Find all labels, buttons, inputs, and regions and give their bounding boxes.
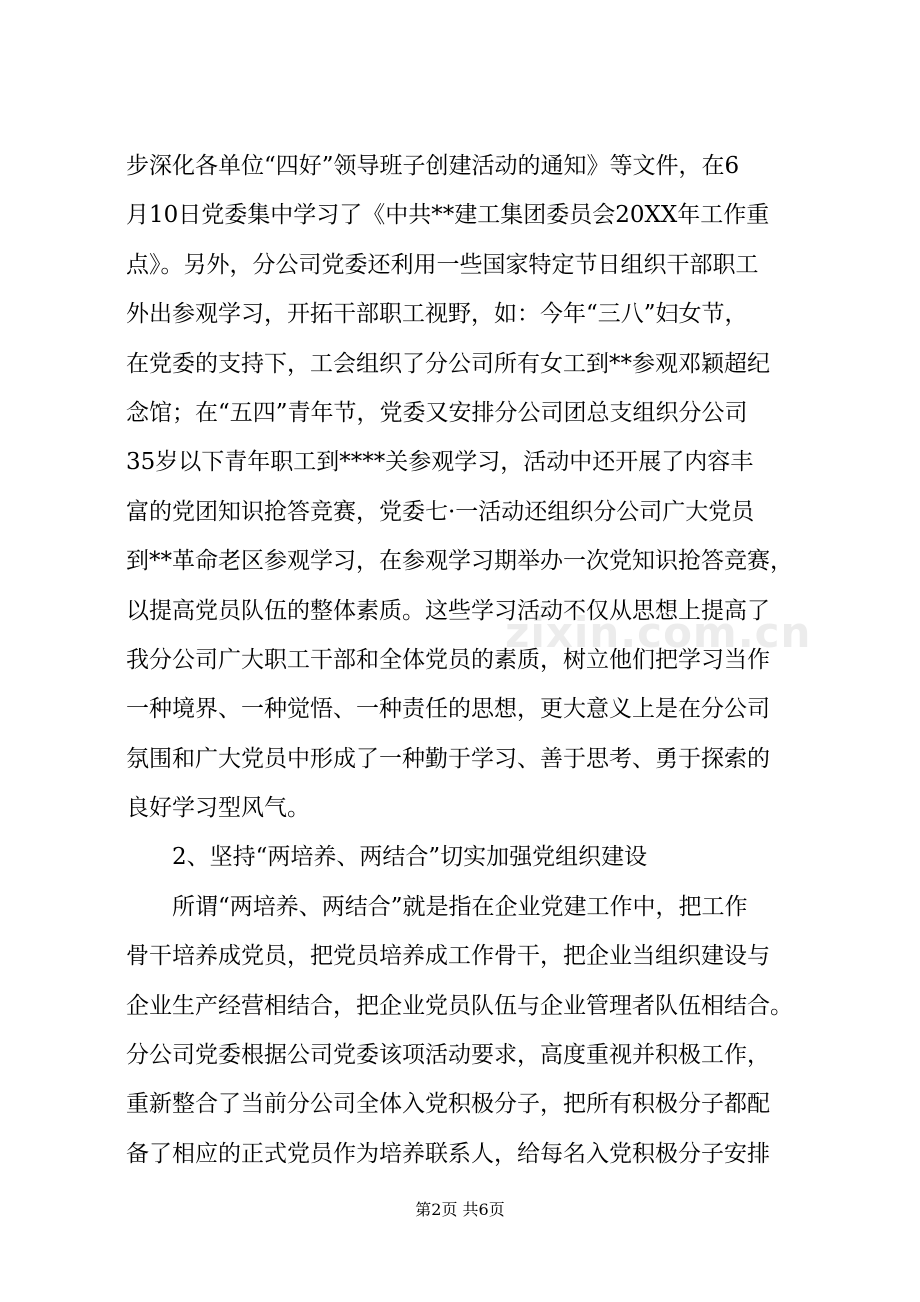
text-line: 重新整合了当前分公司全体入党积极分子，把所有积极分子都配 (126, 1091, 770, 1118)
text-line: 月10日党委集中学习了《中共**建工集团委员会20XX年工作重 (126, 202, 770, 229)
text-line: 良好学习型风气。 (126, 795, 310, 822)
text-line: 富的党团知识抢答竞赛，党委七·一活动还组织分公司广大党员 (126, 498, 755, 525)
text-line: 分公司党委根据公司党委该项活动要求，高度重视并积极工作， (126, 1042, 770, 1069)
text-line: 我分公司广大职工干部和全体党员的素质，树立他们把学习当作 (126, 646, 770, 673)
text-line: 所谓“两培养、两结合”就是指在企业党建工作中，把工作 (172, 893, 748, 920)
watermark: zixin.com.cn (505, 608, 812, 657)
text-line: 在党委的支持下，工会组织了分公司所有女工到**参观邓颖超纪 (126, 350, 770, 377)
text-line: 备了相应的正式党员作为培养联系人，给每名入党积极分子安排 (126, 1140, 770, 1167)
text-line: 氛围和广大党员中形成了一种勤于学习、善于思考、勇于探索的 (126, 745, 770, 772)
body-text (126, 142, 806, 1179)
text-line: 骨干培养成党员，把党员培养成工作骨干，把企业当组织建设与 (126, 943, 770, 970)
text-line: 到**革命老区参观学习，在参观学习期举办一次党知识抢答竞赛， (126, 548, 793, 575)
section-heading: 2、坚持“两培养、两结合”切实加强党组织建设 (172, 844, 648, 871)
text-line: 点》。另外，分公司党委还利用一些国家特定节日组织干部职工 (126, 251, 759, 278)
text-line: 35岁以下青年职工到****关参观学习，活动中还开展了内容丰 (126, 449, 754, 476)
text-line: 念馆；在“五四”青年节，党委又安排分公司团总支组织分公司 (126, 399, 748, 426)
text-line: 一种境界、一种觉悟、一种责任的思想，更大意义上是在分公司 (126, 696, 770, 723)
text-line: 步深化各单位“四好”领导班子创建活动的通知》等文件，在6 (126, 153, 740, 179)
text-line: 企业生产经营相结合，把企业党员队伍与企业管理者队伍相结合。 (126, 992, 793, 1019)
page-footer: 第2页 共6页 (415, 1200, 505, 1219)
text-line: 以提高党员队伍的整体素质。这些学习活动不仅从思想上提高了 (126, 597, 770, 624)
text-line: 外出参观学习，开拓干部职工视野，如：今年“三八”妇女节， (126, 301, 748, 328)
